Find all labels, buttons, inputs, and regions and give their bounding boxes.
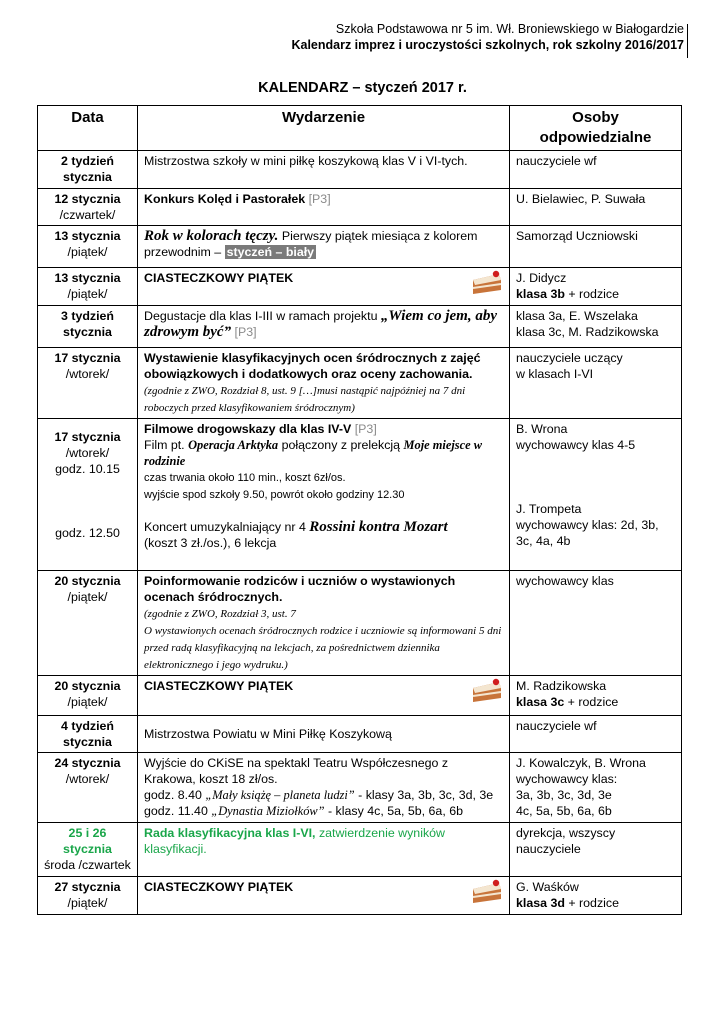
project-tag: [P3] xyxy=(234,325,257,339)
color-highlight: styczeń – biały xyxy=(226,245,315,259)
date-cell: 17 stycznia /wtorek/ xyxy=(38,348,138,419)
people-cell: J. Kowalczyk, B. Wrona wychowawcy klas: 3a, 3b, 3c, 3d, 3e 4c, 5a, 5b, 6a, 6b xyxy=(510,753,682,823)
people-cell: dyrekcja, wszyscy nauczyciele xyxy=(510,823,682,877)
cake-slice-icon xyxy=(471,678,503,704)
table-row xyxy=(38,877,682,915)
event-cell: Rok w kolorach tęczy. Pierwszy piątek miesiąca z kolorem przewodnim – styczeń – biały xyxy=(138,226,510,268)
people-cell: B. Wrona wychowawcy klas 4-5 J. Trompeta wychowawcy klas: 2d, 3b, 3c, 4a, 4b xyxy=(510,419,682,571)
cake-slice-icon xyxy=(471,879,503,905)
table-row xyxy=(38,419,682,571)
table-header-row xyxy=(38,106,682,151)
date-cell: 20 stycznia /piątek/ xyxy=(38,571,138,676)
event-cell: CIASTECZKOWY PIĄTEK xyxy=(138,877,510,915)
event-cell: Mistrzostwa Powiatu w Mini Piłkę Koszykową xyxy=(138,716,510,753)
date-cell: 12 stycznia /czwartek/ xyxy=(38,189,138,226)
event-cell: Konkurs Kolęd i Pastorałek [P3] xyxy=(138,189,510,226)
people-cell: klasa 3a, E. Wszelaka klasa 3c, M. Radzikowska xyxy=(510,306,682,348)
column-header-people: Osoby odpowiedzialne xyxy=(510,106,682,151)
table-row xyxy=(38,268,682,306)
project-tag: [P3] xyxy=(308,192,331,206)
event-cell: Wystawienie klasyfikacyjnych ocen śródrocznych z zajęć obowiązkowych i dodatkowych oraz oceny zachowania. (zgodnie z ZWO, Rozdział 8, ust. 9 […]musi nastąpić najpóźniej na 7 dni roboczych przed klasyfikowaniem śródrocznym) xyxy=(138,348,510,419)
table-row xyxy=(38,676,682,716)
date-cell: 25 i 26 stycznia środa /czwartek xyxy=(38,823,138,877)
date-cell: 3 tydzień stycznia xyxy=(38,306,138,348)
date-cell: 2 tydzień stycznia xyxy=(38,151,138,189)
people-cell: Samorząd Uczniowski xyxy=(510,226,682,268)
project-tag: [P3] xyxy=(354,422,377,436)
calendar-table xyxy=(37,105,682,915)
event-cell: Degustacje dla klas I-III w ramach projektu „Wiem co jem, aby zdrowym być” [P3] xyxy=(138,306,510,348)
table-row xyxy=(38,151,682,189)
column-header-event: Wydarzenie xyxy=(138,106,510,151)
table-row xyxy=(38,716,682,753)
people-cell: G. Waśków klasa 3d + rodzice xyxy=(510,877,682,915)
people-cell: J. Didycz klasa 3b + rodzice xyxy=(510,268,682,306)
table-row xyxy=(38,571,682,676)
event-cell: Mistrzostwa szkoły w mini piłkę koszykową klas V i VI-tych. xyxy=(138,151,510,189)
date-cell: 24 stycznia /wtorek/ xyxy=(38,753,138,823)
event-cell: Wyjście do CKiSE na spektakl Teatru Współczesnego z Krakowa, koszt 18 zł/os. godz. 8.40 „Mały książę – planeta ludzi” - klasy 3a, 3b, 3c, 3d, 3e godz. 11.40 „Dynastia Miziołków” - klasy 4c, 5a, 5b, 6a, 6b xyxy=(138,753,510,823)
table-row xyxy=(38,753,682,823)
table-row xyxy=(38,226,682,268)
page-title: KALENDARZ – styczeń 2017 r. xyxy=(258,80,467,96)
table-row xyxy=(38,823,682,877)
date-cell: 13 stycznia /piątek/ xyxy=(38,226,138,268)
event-cell: CIASTECZKOWY PIĄTEK xyxy=(138,676,510,716)
event-cell: Poinformowanie rodziców i uczniów o wystawionych ocenach śródrocznych. (zgodnie z ZWO, Rozdział 3, ust. 7 O wystawionych ocenach śródrocznych rodzice i uczniowie są informowani 5 dni przed radą klasyfikacyjną na lekcjach, za pośrednictwem dziennika elektronicznego i jego wydruku.) xyxy=(138,571,510,676)
people-cell: nauczyciele wf xyxy=(510,151,682,189)
people-cell: nauczyciele wf xyxy=(510,716,682,753)
people-cell: nauczyciele uczący w klasach I-VI xyxy=(510,348,682,419)
table-row xyxy=(38,306,682,348)
event-cell: Filmowe drogowskazy dla klas IV-V [P3] Film pt. Operacja Arktyka połączony z prelekcją Moje miejsce w rodzinie czas trwania około 110 min., koszt 6zł/os. wyjście spod szkoły 9.50, powrót około godziny 12.30 Koncert umuzykalniający nr 4 Rossini kontra Mozart (koszt 3 zł./os.), 6 lekcja xyxy=(138,419,510,571)
school-name: Szkoła Podstawowa nr 5 im. Wł. Broniewskiego w Białogardzie xyxy=(335,22,684,36)
event-cell: CIASTECZKOWY PIĄTEK xyxy=(138,268,510,306)
column-header-date: Data xyxy=(38,106,138,151)
event-cell: Rada klasyfikacyjna klas I-VI, zatwierdzenie wyników klasyfikacji. xyxy=(138,823,510,877)
calendar-subtitle: Kalendarz imprez i uroczystości szkolnych, rok szkolny 2016/2017 xyxy=(291,38,684,52)
table-row xyxy=(38,348,682,419)
date-cell: 4 tydzień stycznia xyxy=(38,716,138,753)
header-rule xyxy=(687,24,688,58)
date-cell: 13 stycznia /piątek/ xyxy=(38,268,138,306)
people-cell: wychowawcy klas xyxy=(510,571,682,676)
date-cell: 17 stycznia /wtorek/ godz. 10.15 godz. 12.50 xyxy=(38,419,138,571)
table-row xyxy=(38,189,682,226)
cake-slice-icon xyxy=(471,270,503,296)
people-cell: U. Bielawiec, P. Suwała xyxy=(510,189,682,226)
people-cell: M. Radzikowska klasa 3c + rodzice xyxy=(510,676,682,716)
date-cell: 20 stycznia /piątek/ xyxy=(38,676,138,716)
date-cell: 27 stycznia /piątek/ xyxy=(38,877,138,915)
